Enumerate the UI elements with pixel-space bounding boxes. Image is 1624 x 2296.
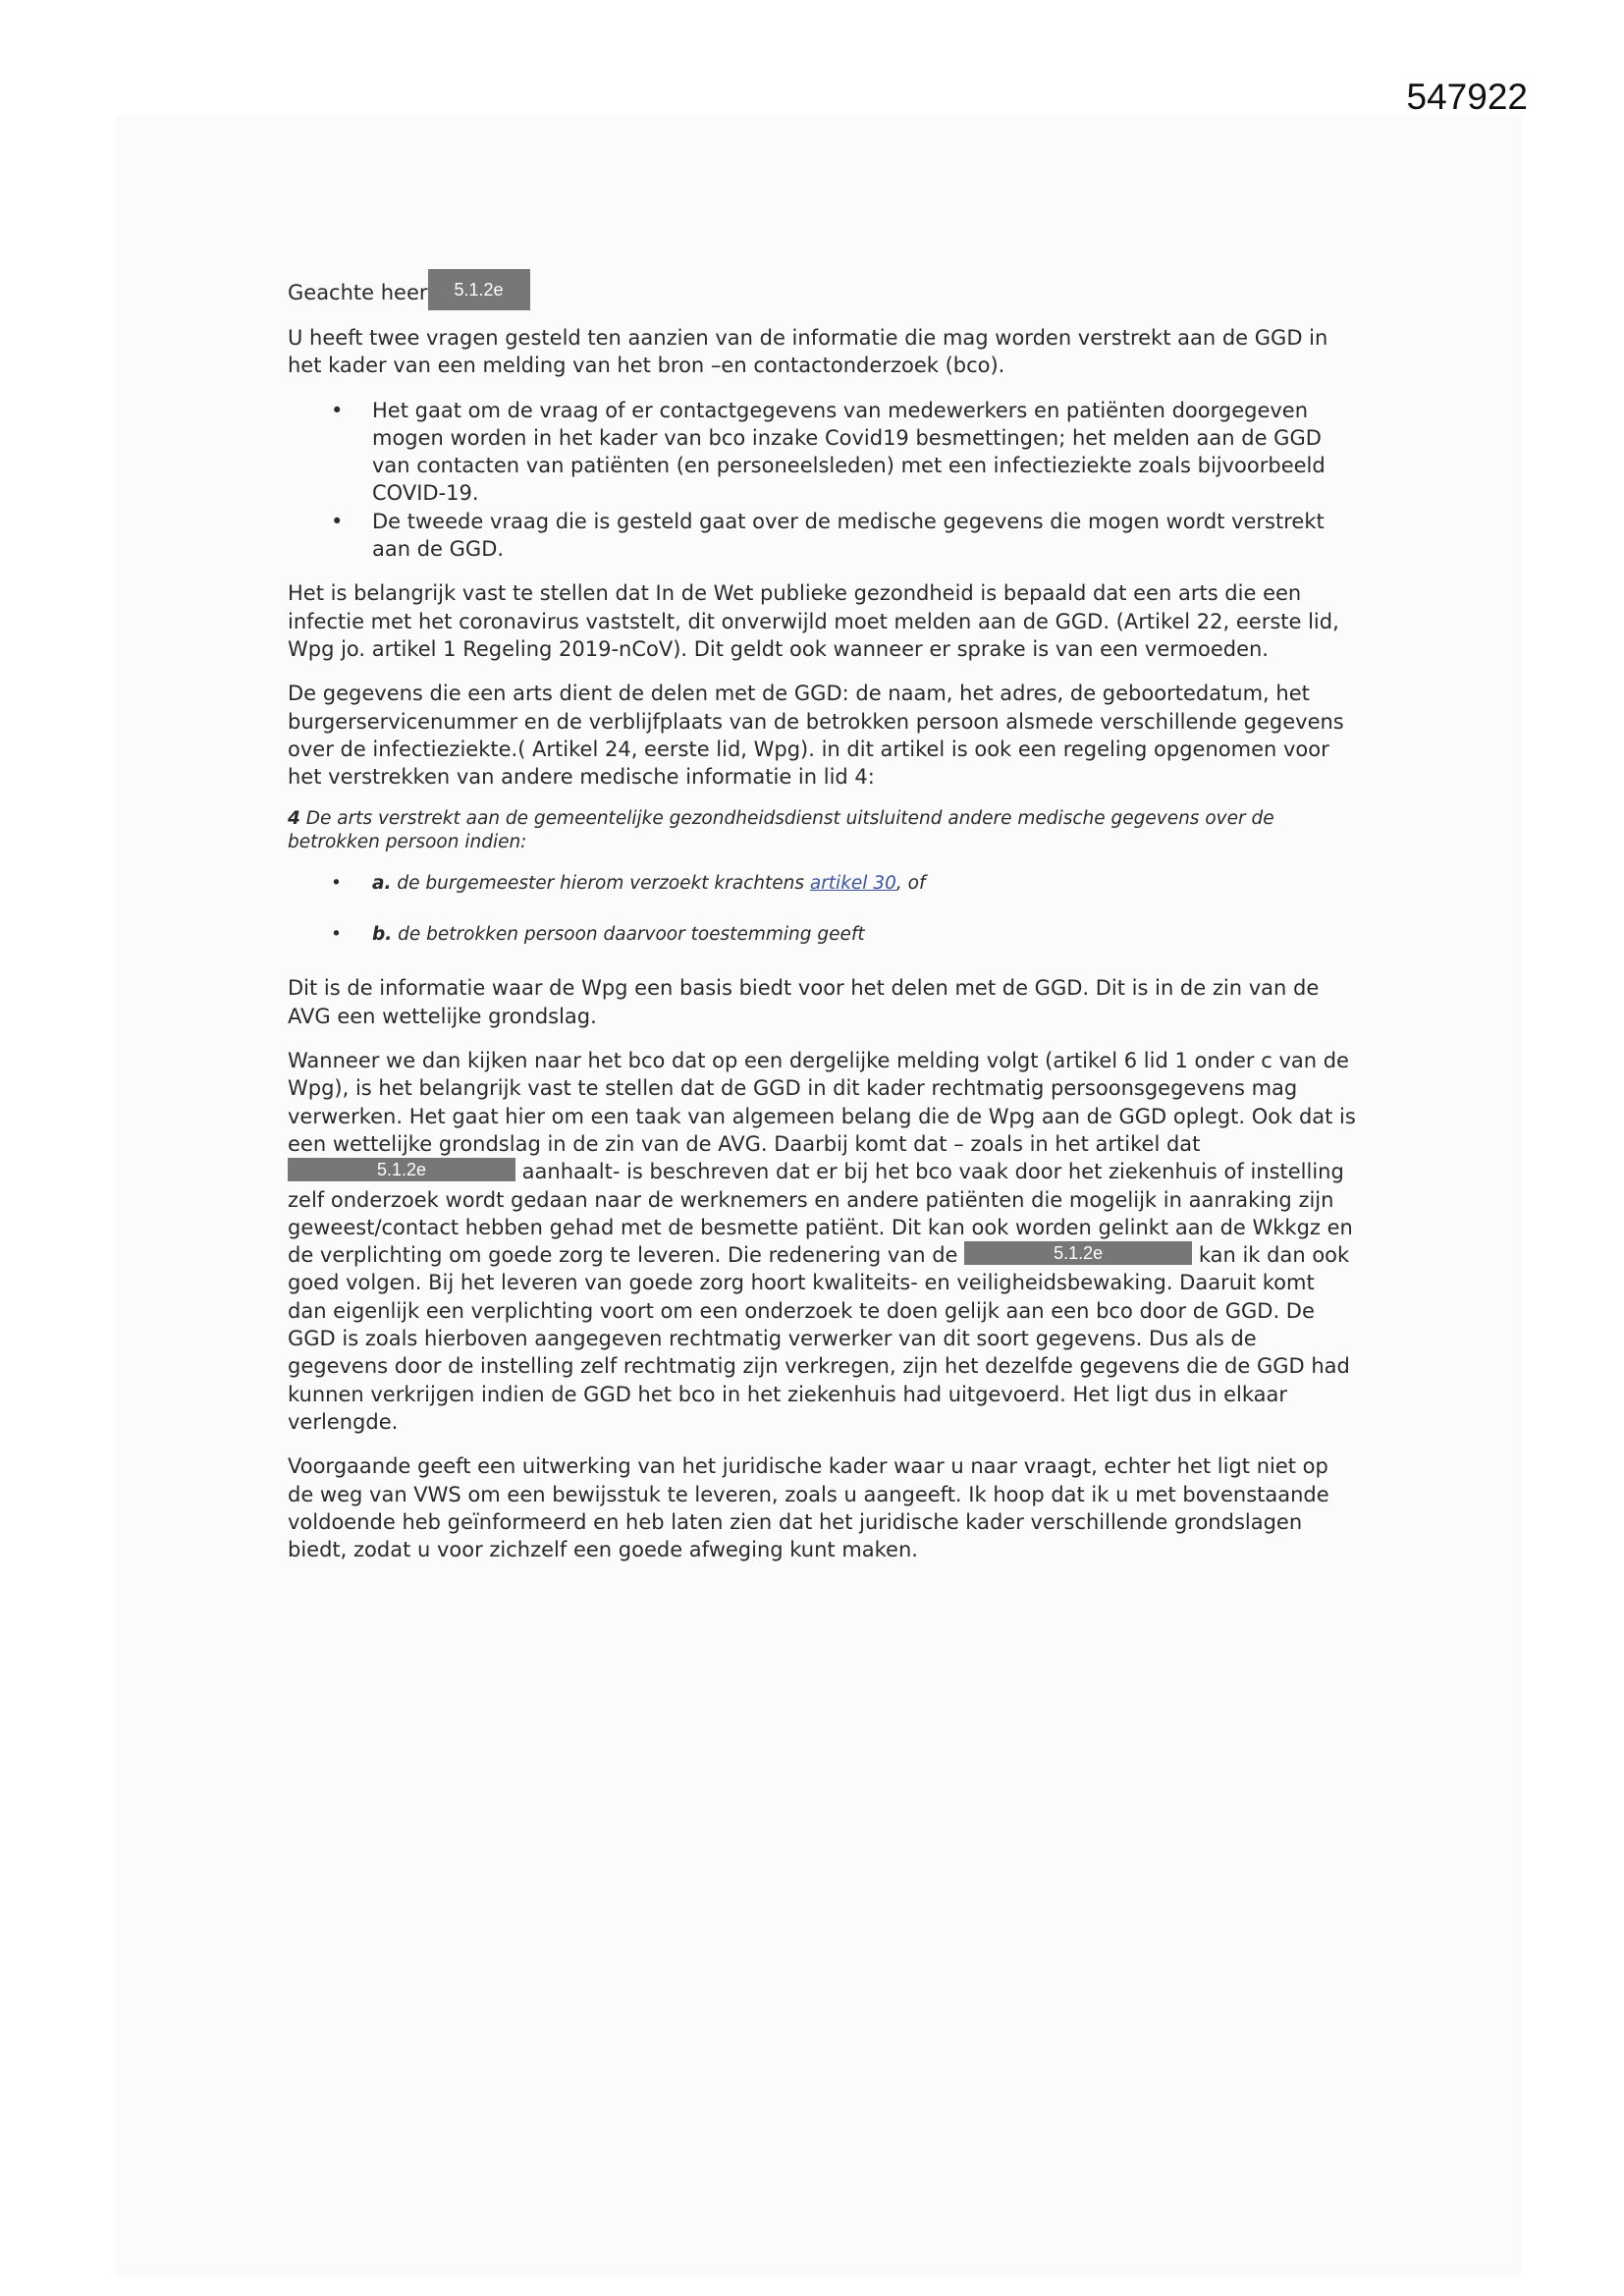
bco-text-1: Wanneer we dan kijken naar het bco dat op een dergelijke melding volgt (artikel 6 lid 1 onder c van de Wpg), is het belangrijk vast te stellen dat de GGD in dit kader rechtmatig persoonsgegevens mag verwerken. Het gaat hier om een taak van algemeen belang die de Wpg aan de GGD oplegt. Ook dat is een wettelijke grondslag in de zin van de AVG. Daarbij komt dat – zoals in het artikel dat — [288, 1049, 1356, 1156]
data-paragraph: De gegevens die een arts dient de delen met de GGD: de naam, het adres, de geboortedatum, het burgerservicenummer en de verblijfplaats van de betrokken persoon alsmede verschillende gegevens over de infectieziekte.( Artikel 24, eerste lid, Wpg). in dit artikel is ook een regeling opgenomen voor het verstrekken van andere medische informatie in lid 4: — [288, 682, 1344, 790]
item-letter: b. — [372, 924, 393, 946]
question-item: • Het gaat om de vraag of er contactgegevens van medewerkers en patiënten doorgegeven mogen worden in het kader van bco inzake Covid19 besmettingen; het melden aan de GGD van contacten van patiënten (en personeelsleden) met een infectieziekte zoals bijvoorbeeld COVID-19. — [288, 397, 1358, 508]
redaction-box: 5.1.2e — [964, 1241, 1192, 1265]
letter-body — [288, 277, 1358, 1580]
greeting-text: Geachte heer — [288, 281, 428, 304]
item-letter: a. — [372, 873, 392, 895]
question-item: • De tweede vraag die is gesteld gaat over de medische gegevens die mogen wordt verstrekt aan de GGD. — [288, 508, 1358, 564]
law-quote — [288, 807, 1358, 854]
basis-paragraph: Dit is de informatie waar de Wpg een basis biedt voor het delen met de GGD. Dit is in de zin van de AVG een wettelijke grondslag. — [288, 976, 1320, 1028]
wpg-paragraph: Het is belangrijk vast te stellen dat In de Wet publieke gezondheid is bepaald dat een arts die een infectie met het coronavirus vaststelt, dit onverwijld moet melden aan de GGD. (Artikel 22, eerste lid, Wpg jo. artikel 1 Regeling 2019-nCoV). Dit geldt ook wanneer er sprake is van een vermoeden. — [288, 581, 1339, 661]
closing-paragraph: Voorgaande geeft een uitwerking van het juridische kader waar u naar vraagt, echter het ligt niet op de weg van VWS om een bewijsstuk te leveren, zoals u aangeeft. Ik hoop dat ik u met bovenstaande voldoende heb geïnformeerd en heb laten zien dat het juridische kader verschillende grondslagen biedt, zodat u voor zichzelf een goede afweging kunt maken. — [288, 1454, 1329, 1562]
law-quote-item-b — [288, 923, 1358, 947]
bco-text-3: kan ik dan ook goed volgen. Bij het leveren van goede zorg hoort kwaliteits- en veiligheidsbewaking. Daaruit komt dan eigenlijk een verplichting voort om een onderzoek te doen gelijk aan een bco door de GGD. De GGD is zoals hierboven aangegeven rechtmatig verwerker van dit soort gegevens. Dus als de gegevens door de instelling zelf rechtmatig zijn verkregen, zijn het dezelfde gegevens die de GGD had kunnen verkrijgen indien de GGD het bco in het ziekenhuis had uitgevoerd. Het ligt dus in elkaar verlengde. — [288, 1243, 1350, 1434]
document-id: 547922 — [1406, 77, 1528, 117]
item-text: de betrokken persoon daarvoor toestemming geeft — [392, 924, 865, 946]
item-text: de burgemeester hierom verzoekt krachtens — [391, 873, 810, 895]
quote-number: 4 — [288, 808, 300, 830]
law-quote-items — [288, 872, 1358, 947]
artikel-30-link[interactable]: artikel 30 — [809, 873, 896, 895]
bco-text-2: aanhaalt- is beschreven dat er bij het bco vaak door het ziekenhuis of instelling zelf onderzoek wordt gedaan naar de werknemers en andere patiënten die mogelijk in aanraking zijn geweest/contact hebben gehad met de besmette patiënt. Dit kan ook worden gelinkt aan de Wkkgz en de verplichting om goede zorg te leveren. Die redenering van de — [288, 1160, 1353, 1268]
redaction-box: 5.1.2e — [288, 1158, 515, 1181]
item-text-end: , of — [895, 873, 926, 895]
questions-list — [288, 397, 1358, 564]
redaction-box: 5.1.2e — [428, 269, 530, 310]
bco-paragraph — [288, 1047, 1358, 1436]
greeting-line — [288, 277, 1358, 310]
intro-paragraph: U heeft twee vragen gesteld ten aanzien van de informatie die mag worden verstrekt aan de GGD in het kader van een melding van het bron –en contactonderzoek (bco). — [288, 326, 1328, 378]
law-quote-item-a — [288, 872, 1358, 896]
quote-text: De arts verstrekt aan de gemeentelijke gezondheidsdienst uitsluitend andere medische gegevens over de betrokken persoon indien: — [288, 808, 1274, 853]
